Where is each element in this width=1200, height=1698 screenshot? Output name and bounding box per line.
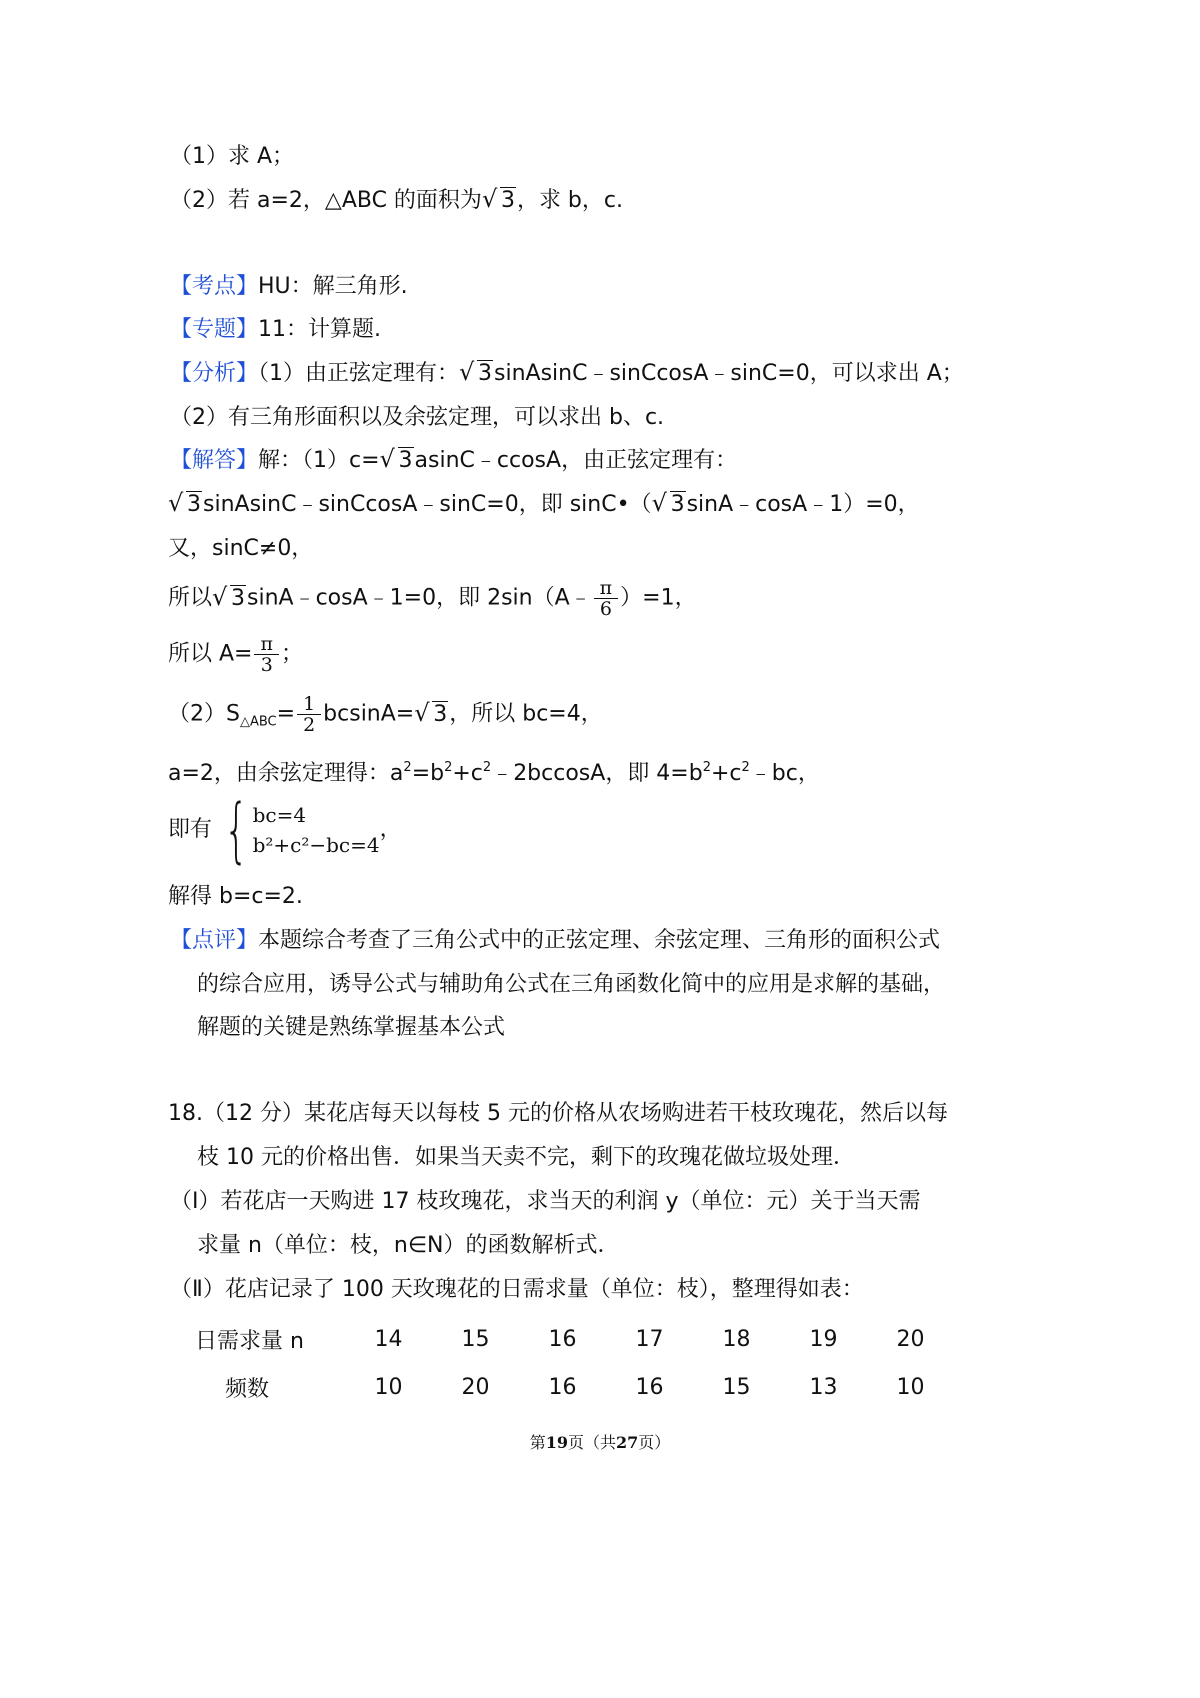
sqrt-symbol: √ 3 [168, 490, 202, 520]
dianping-tag: 【点评】 [170, 928, 259, 953]
equation-system: { bc=4 b²+c²−bc=4 [224, 789, 380, 871]
jieda-line-5: 所以 A= $\frac{\pi}{3}$ ； [168, 633, 303, 676]
kaodian-line: 【考点】HU：解三角形. [170, 274, 408, 299]
jieda-line-9: 解得 b=c=2. [168, 884, 303, 909]
q17-part1: （1）求 A； [170, 144, 295, 169]
table-cell: 16 [548, 1374, 577, 1400]
sqrt-symbol: √ 3 [652, 490, 686, 520]
table-cell: 20 [461, 1374, 490, 1400]
fenxi-tag: 【分析】 [170, 361, 259, 386]
q18-part2-line: （Ⅱ）花店记录了 100 天玫瑰花的日需求量（单位：枝），整理得如表： [170, 1277, 864, 1302]
table-cell: 19 [809, 1326, 838, 1352]
zhuanti-line: 【专题】11：计算题. [170, 317, 382, 342]
dianping-line-3: 解题的关键是熟练掌握基本公式 [197, 1015, 506, 1040]
sqrt-symbol: √ 3 [380, 446, 414, 476]
table-cell: 15 [722, 1374, 751, 1400]
jieda-line-7: a=2，由余弦定理得：$a^2=b^2+c^2﹣2bccosA$，即 $4=b^2+c^2﹣bc$， [168, 760, 820, 786]
table-cell: 15 [461, 1326, 490, 1352]
q18-part1-line-1: （Ⅰ）若花店一天购进 17 枝玫瑰花，求当天的利润 y（单位：元）关于当天需 [170, 1189, 921, 1214]
demand-frequency-table [195, 1315, 954, 1411]
zhuanti-tag: 【专题】 [170, 317, 259, 342]
jieda-line-6: $(2)S_{\triangle ABC}=$ $\frac{1}{2}$ bcsinA=√ 3，所以 bc=4， [168, 694, 603, 743]
row-label: 频数 [225, 1376, 270, 1402]
fraction-one-half: $\frac{1}{2}$ [297, 694, 321, 735]
row-label: 日需求量 n [195, 1328, 304, 1354]
q17-part2: （2）若 a=2，△ABC 的面积为√ 3，求 b，c. [170, 186, 623, 216]
kaodian-tag: 【考点】 [170, 274, 259, 299]
left-brace-icon: { [224, 789, 249, 871]
q18-line-2: 枝 10 元的价格出售．如果当天卖不完，剩下的玫瑰花做垃圾处理． [197, 1145, 855, 1170]
fraction-pi-over-3: $\frac{\pi}{3}$ [254, 634, 279, 675]
table-cell: 20 [896, 1326, 925, 1352]
sqrt-symbol: √ 3 [482, 186, 516, 216]
dianping-line-2: 的综合应用，诱导公式与辅助角公式在三角函数化简中的应用是求解的基础， [197, 972, 946, 997]
table-row-frequency [195, 1363, 954, 1411]
table-cell: 16 [635, 1374, 664, 1400]
sqrt-symbol: √ 3 [212, 579, 246, 619]
dianping-line-1: 【点评】本题综合考查了三角公式中的正弦定理、余弦定理、三角形的面积公式 [170, 928, 941, 953]
table-cell: 10 [896, 1374, 925, 1400]
jieda-line-8: 即有 { bc=4 b²+c²−bc=4 ， [168, 789, 402, 871]
jieda-line-3: 又，sinC≠0， [168, 536, 314, 561]
table-row-demand [195, 1315, 954, 1363]
jieda-line-4: 所以√ 3sinA﹣cosA﹣1=0，即 2sin（A﹣ $\frac{\pi}{6}$ ）=1， [168, 578, 697, 619]
table-cell: 10 [374, 1374, 403, 1400]
jieda-line-2: √ 3sinAsinC﹣sinCcosA﹣sinC=0，即 sinC•（√ 3sinA﹣cosA﹣1）=0， [168, 490, 920, 520]
table-cell: 14 [374, 1326, 403, 1352]
table-cell: 16 [548, 1326, 577, 1352]
q18-part1-line-2: 求量 n（单位：枝，n∈N）的函数解析式． [197, 1233, 620, 1258]
page-footer: 第19页（共27页） [529, 1433, 671, 1452]
table-cell: 13 [809, 1374, 838, 1400]
fraction-pi-over-6: $\frac{\pi}{6}$ [594, 578, 619, 619]
sqrt-symbol: √ 3 [459, 359, 493, 389]
table-cell: 18 [722, 1326, 751, 1352]
fenxi-line-1: 【分析】（1）由正弦定理有：√ 3sinAsinC﹣sinCcosA﹣sinC=0，可以求出 A； [170, 359, 964, 389]
jieda-line-1: 【解答】解：（1）c=√ 3asinC﹣ccosA，由正弦定理有： [170, 446, 737, 476]
fenxi-line-2: （2）有三角形面积以及余弦定理，可以求出 b、c. [170, 405, 665, 430]
sqrt-symbol: √ 3 [414, 695, 448, 735]
q18-line-1: 18.（12 分）某花店每天以每枝 5 元的价格从农场购进若干枝玫瑰花，然后以每 [168, 1101, 948, 1126]
table-cell: 17 [635, 1326, 664, 1352]
jieda-tag: 【解答】 [170, 448, 259, 473]
